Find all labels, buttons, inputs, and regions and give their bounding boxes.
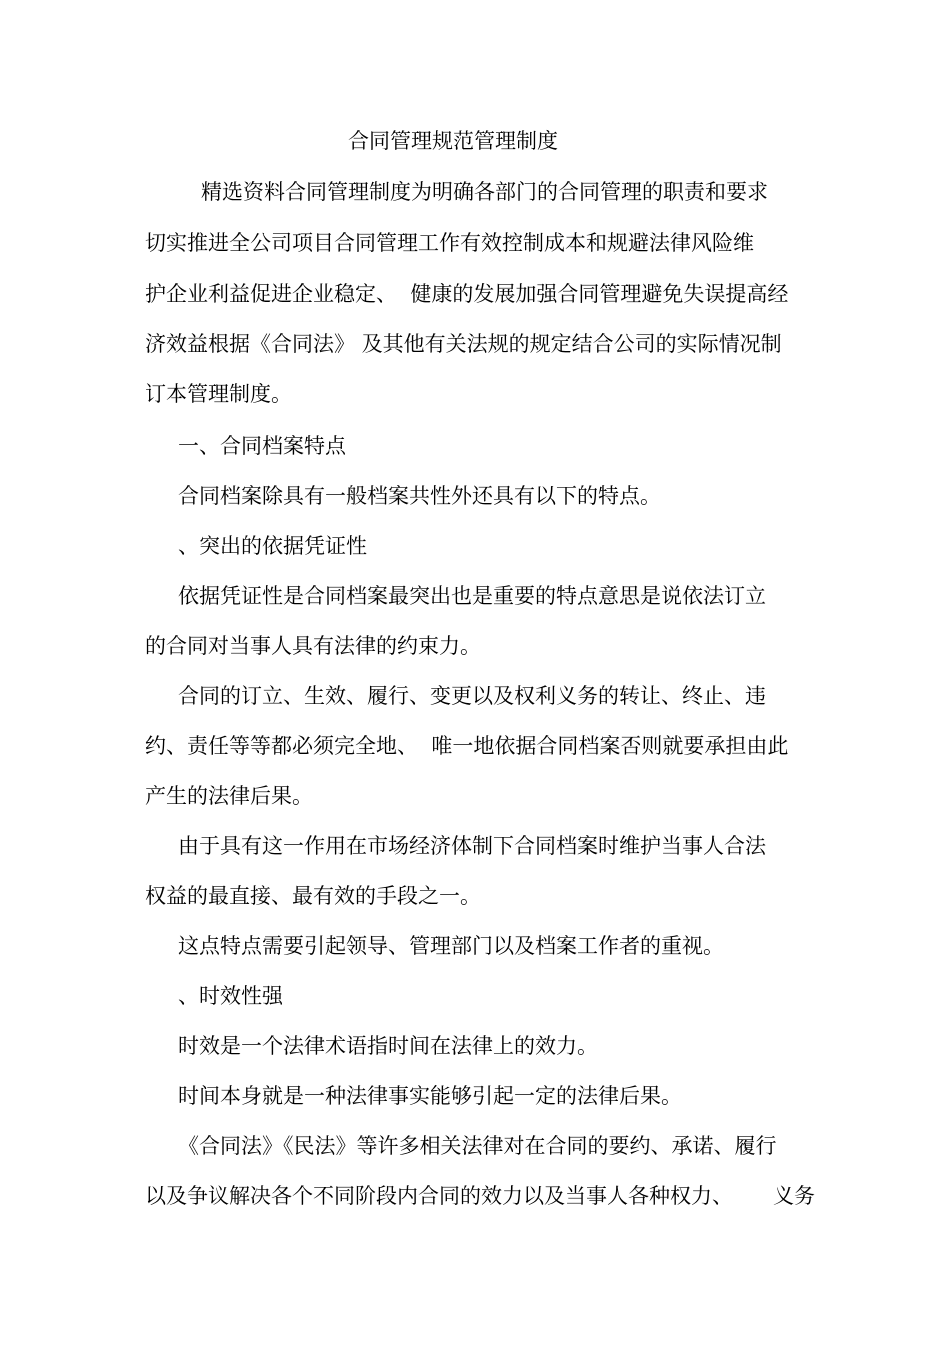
paragraph-line: 合同档案除具有一般档案共性外还具有以下的特点。 — [178, 484, 661, 508]
paragraph-line: 这点特点需要引起领导、管理部门以及档案工作者的重视。 — [178, 934, 724, 958]
paragraph-line: 切实推进全公司项目合同管理工作有效控制成本和规避法律风险维 — [145, 231, 754, 255]
paragraph-line: 时效是一个法律术语指时间在法律上的效力。 — [178, 1034, 598, 1058]
paragraph-line: 由于具有这一作用在市场经济体制下合同档案时维护当事人合法 — [178, 834, 766, 858]
subsection-heading: 、突出的依据凭证性 — [178, 534, 367, 558]
paragraph-line: 依据凭证性是合同档案最突出也是重要的特点意思是说依法订立 — [178, 584, 766, 608]
paragraph-line: 时间本身就是一种法律事实能够引起一定的法律后果。 — [178, 1084, 682, 1108]
section-heading: 一、合同档案特点 — [178, 434, 346, 458]
paragraph-line: 合同的订立、生效、履行、变更以及权利义务的转让、终止、违 — [178, 684, 766, 708]
paragraph-line: 济效益根据《合同法》 及其他有关法规的规定结合公司的实际情况制 — [145, 332, 782, 356]
subsection-heading: 、时效性强 — [178, 984, 283, 1008]
paragraph-line: 约、责任等等都必须完全地、 唯一地依据合同档案否则就要承担由此 — [145, 734, 789, 758]
paragraph-line: 《合同法》《民法》等许多相关法律对在合同的要约、承诺、履行 — [178, 1134, 777, 1158]
paragraph-line: 精选资料合同管理制度为明确各部门的合同管理的职责和要求 — [201, 180, 768, 204]
paragraph-line: 护企业利益促进企业稳定、 健康的发展加强合同管理避免失误提高经 — [145, 282, 789, 306]
paragraph-line: 的合同对当事人具有法律的约束力。 — [145, 634, 481, 658]
paragraph-line: 权益的最直接、最有效的手段之一。 — [145, 884, 481, 908]
paragraph-line: 订本管理制度。 — [145, 382, 292, 406]
document-title: 合同管理规范管理制度 — [348, 129, 558, 153]
paragraph-line: 产生的法律后果。 — [145, 784, 313, 808]
paragraph-line: 以及争议解决各个不同阶段内合同的效力以及当事人各种权力、 义务 — [145, 1184, 816, 1208]
